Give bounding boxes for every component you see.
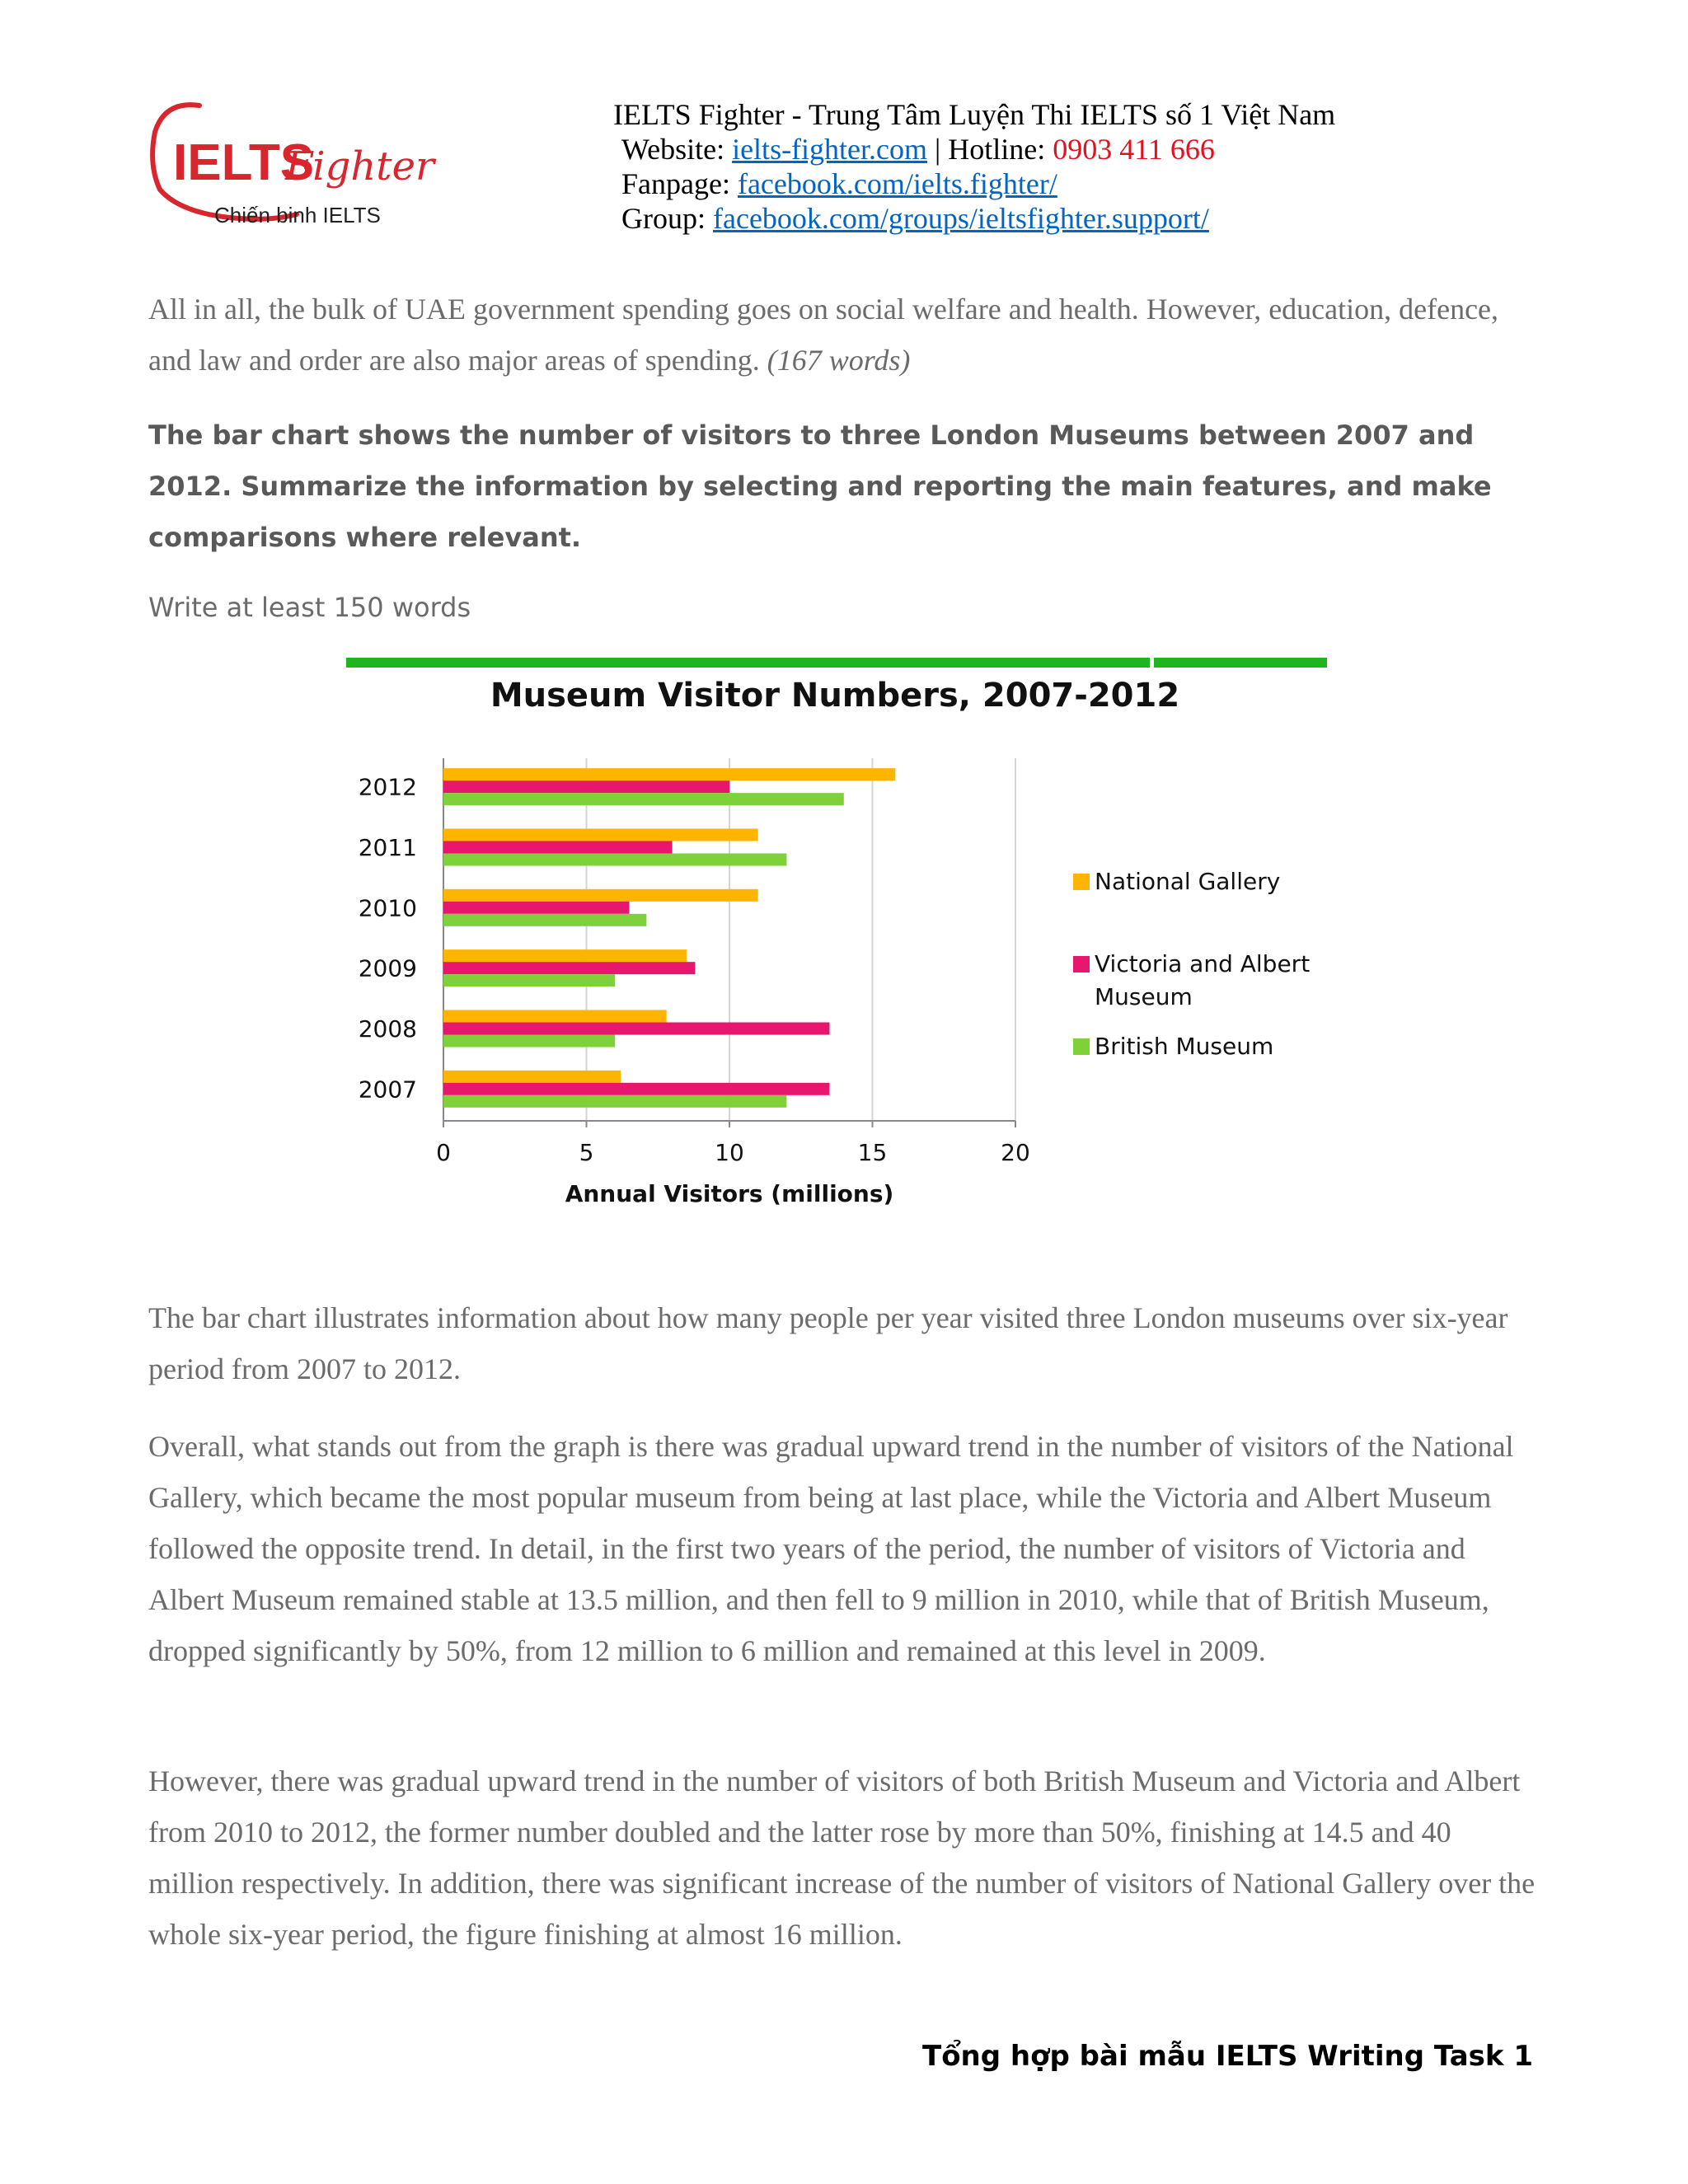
chart-y-tick-label: 2008	[358, 1015, 417, 1043]
intro-word-count: (167 words)	[767, 344, 911, 377]
chart-bar	[443, 902, 630, 914]
chart-bar	[443, 949, 687, 962]
intro-paragraph	[148, 284, 1541, 386]
essay-paragraph-1: The bar chart illustrates information about how many people per year visited three London museums over six-year period from 2007 to 2012.	[148, 1301, 1508, 1385]
logo-graphic	[148, 99, 445, 231]
chart-bar	[443, 841, 673, 854]
intro-text: All in all, the bulk of UAE government spending goes on social welfare and health. However, education, defence, and law and order are also major areas of spending.	[148, 293, 1499, 377]
chart-y-tick-label: 2010	[358, 894, 417, 922]
chart-bar	[443, 780, 729, 793]
logo-brand-script: Fighter	[285, 143, 434, 190]
task-prompt: The bar chart shows the number of visitors to three London Museums between 2007 and 2012. Summarize the information by selecting and reporting the main features, and make comparisons where relevant.	[148, 419, 1492, 553]
header-website-line	[610, 132, 1558, 166]
essay-paragraph-3: However, there was gradual upward trend in the number of visitors of both British Museum and Victoria and Albert from 2010 to 2012, the former number doubled and the latter rose by more than 50%, finishing at 14.5 and 40 million respectively. In addition, there was significant increase of the number of visitors of National Gallery over the whole six-year period, the figure finishing at almost 16 million.	[148, 1765, 1536, 1951]
chart-bar	[443, 1035, 615, 1047]
chart-legend-label: Victoria and Albert	[1095, 950, 1311, 977]
chart-bar	[443, 1095, 786, 1108]
chart-bar	[443, 1071, 621, 1083]
chart-bar	[443, 914, 646, 926]
logo-tagline: Chiến binh IELTS	[214, 203, 381, 227]
footer-title: Tổng hợp bài mẫu IELTS Writing Task 1	[922, 2040, 1533, 2073]
bar-chart	[346, 651, 1335, 1244]
header-group-line	[610, 201, 1558, 236]
hotline-number[interactable]: 0903 411 666	[1053, 133, 1215, 166]
task-instruction: Write at least 150 words	[148, 592, 471, 623]
header-fanpage-line	[610, 166, 1558, 201]
chart-x-tick-label: 0	[436, 1139, 451, 1166]
chart-y-tick-label: 2012	[358, 773, 417, 801]
group-link[interactable]: facebook.com/groups/ieltsfighter.support/	[713, 202, 1209, 235]
chart-legend-label: British Museum	[1095, 1033, 1274, 1060]
chart-legend-swatch	[1073, 1038, 1090, 1055]
chart-x-tick-label: 20	[1001, 1139, 1030, 1166]
chart-bar	[443, 889, 758, 902]
chart-bar	[443, 962, 695, 974]
chart-y-tick-label: 2011	[358, 834, 417, 861]
chart-legend-label: National Gallery	[1095, 868, 1281, 895]
chart-banner-strip	[346, 658, 1327, 668]
chart-x-tick-label: 5	[579, 1139, 594, 1166]
chart-banner-gap	[1150, 654, 1154, 671]
chart-x-tick-label: 10	[715, 1139, 744, 1166]
chart-bar	[443, 1023, 829, 1035]
chart-title: Museum Visitor Numbers, 2007-2012	[490, 677, 1180, 715]
chart-svg	[346, 651, 1335, 1244]
chart-bar	[443, 974, 615, 987]
chart-bar	[443, 793, 844, 805]
chart-legend-swatch	[1073, 956, 1090, 972]
chart-bar	[443, 768, 895, 780]
header-title: IELTS Fighter - Trung Tâm Luyện Thi IELTS số 1 Việt Nam	[613, 98, 1336, 131]
chart-bar	[443, 1083, 829, 1095]
essay-paragraph-2: Overall, what stands out from the graph is there was gradual upward trend in the number of visitors of the National Gallery, which became the most popular museum from being at last place, while the Victoria and Albert Museum followed the opposite trend. In detail, in the first two years of the period, the number of visitors of Victoria and Albert Museum remained stable at 13.5 million, and then fell to 9 million in 2010, while that of British Museum, dropped significantly by 50%, from 12 million to 6 million and remained at this level in 2009.	[148, 1430, 1514, 1667]
logo-brand-main: IELTS	[173, 134, 315, 191]
chart-x-tick-label: 15	[857, 1139, 888, 1166]
chart-legend-swatch	[1073, 874, 1090, 890]
chart-bar	[443, 829, 758, 841]
header-contact-block	[610, 97, 1558, 236]
chart-legend-label: Museum	[1095, 983, 1193, 1010]
website-label: Website:	[621, 133, 733, 166]
fanpage-link[interactable]: facebook.com/ielts.fighter/	[737, 167, 1057, 200]
hotline-label: | Hotline:	[927, 133, 1053, 166]
chart-y-tick-label: 2009	[358, 954, 417, 982]
group-label: Group:	[621, 202, 713, 235]
fanpage-label: Fanpage:	[621, 167, 738, 200]
chart-x-axis-label: Annual Visitors (millions)	[565, 1180, 894, 1207]
chart-bar	[443, 854, 786, 866]
chart-bar	[443, 1010, 667, 1023]
ielts-fighter-logo[interactable]	[148, 99, 445, 231]
website-link[interactable]: ielts-fighter.com	[732, 133, 928, 166]
chart-y-tick-label: 2007	[358, 1076, 417, 1104]
